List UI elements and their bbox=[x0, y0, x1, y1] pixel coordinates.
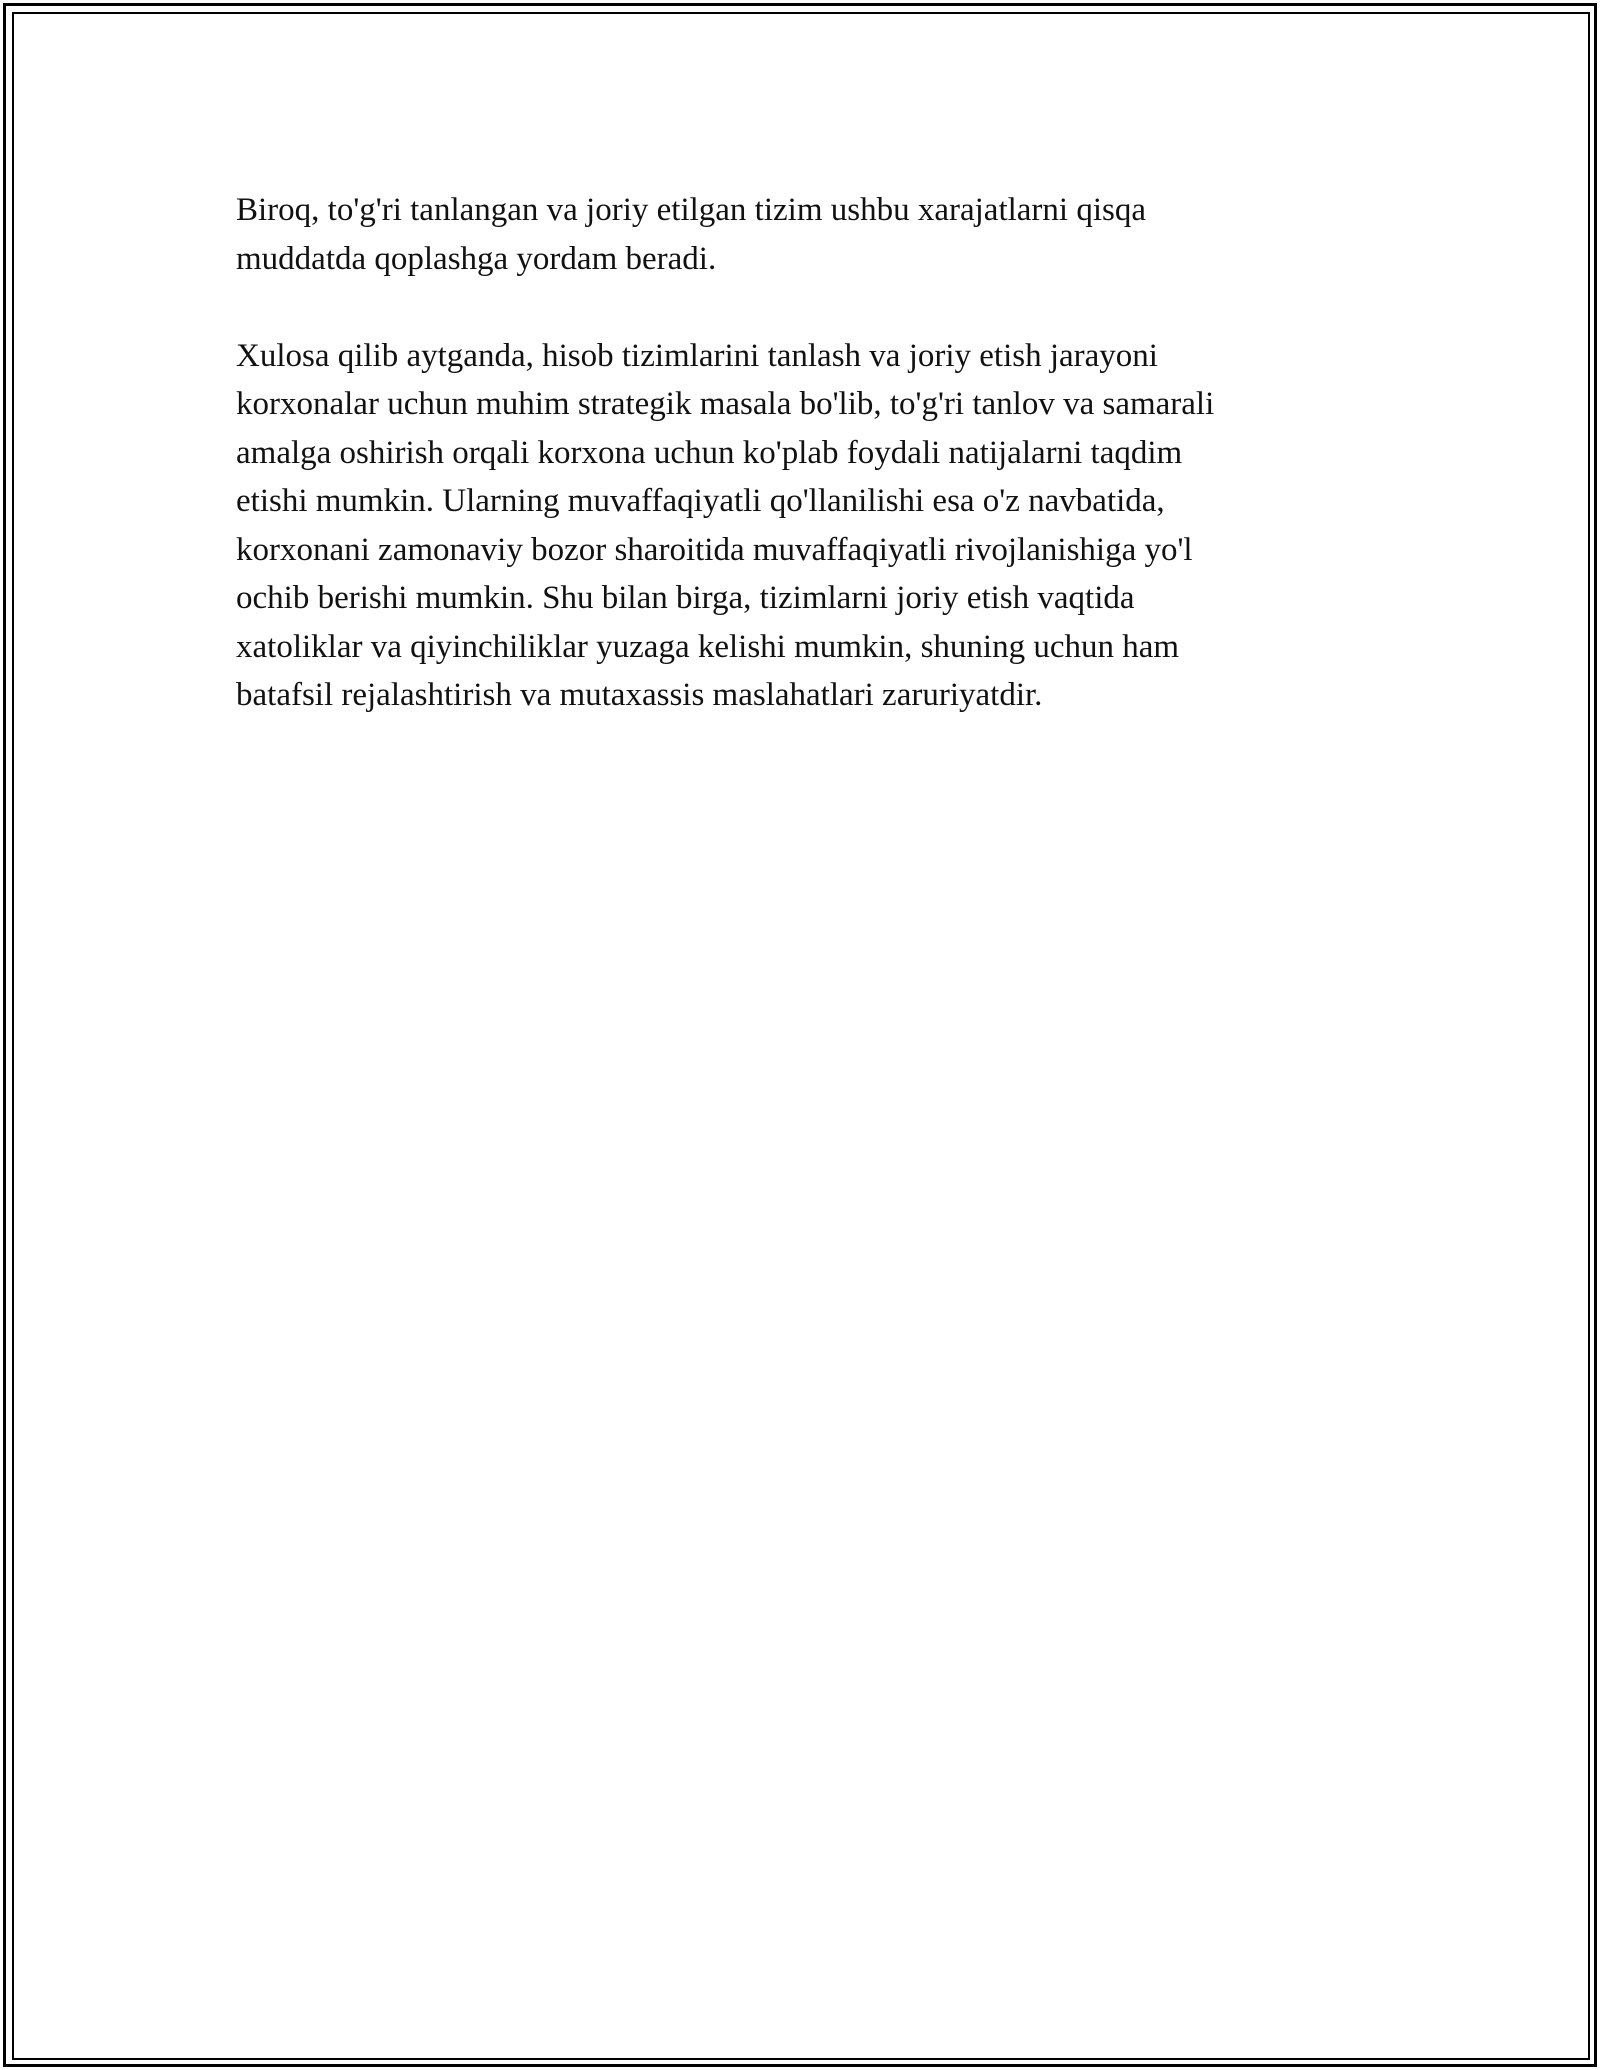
document-body bbox=[236, 186, 1356, 768]
paragraph-intro: Biroq, to'g'ri tanlangan va joriy etilgan tizim ushbu xarajatlarni qisqa muddatda qoplashga yordam beradi. bbox=[236, 192, 1146, 277]
paragraph-conclusion: Xulosa qilib aytganda, hisob tizimlarini tanlash va joriy etish jarayoni korxonalar uchun muhim strategik masala bo'lib, to'g'ri tanlov va samarali amalga oshirish orqali korxona uchun ko'plab foydali natijalarni taqdim etishi mumkin. Ularning muvaffaqiyatli qo'llanilishi esa o'z navbatida, korxonani zamonaviy bozor sharoitida muvaffaqiyatli rivojlanishiga yo'l ochib berishi mumkin. Shu bilan birga, tizimlarni joriy etish vaqtida xatoliklar va qiyinchiliklar yuzaga kelishi mumkin, shuning uchun ham batafsil rejalashtirish va mutaxassis maslahatlari zaruriyatdir. bbox=[236, 337, 1215, 713]
